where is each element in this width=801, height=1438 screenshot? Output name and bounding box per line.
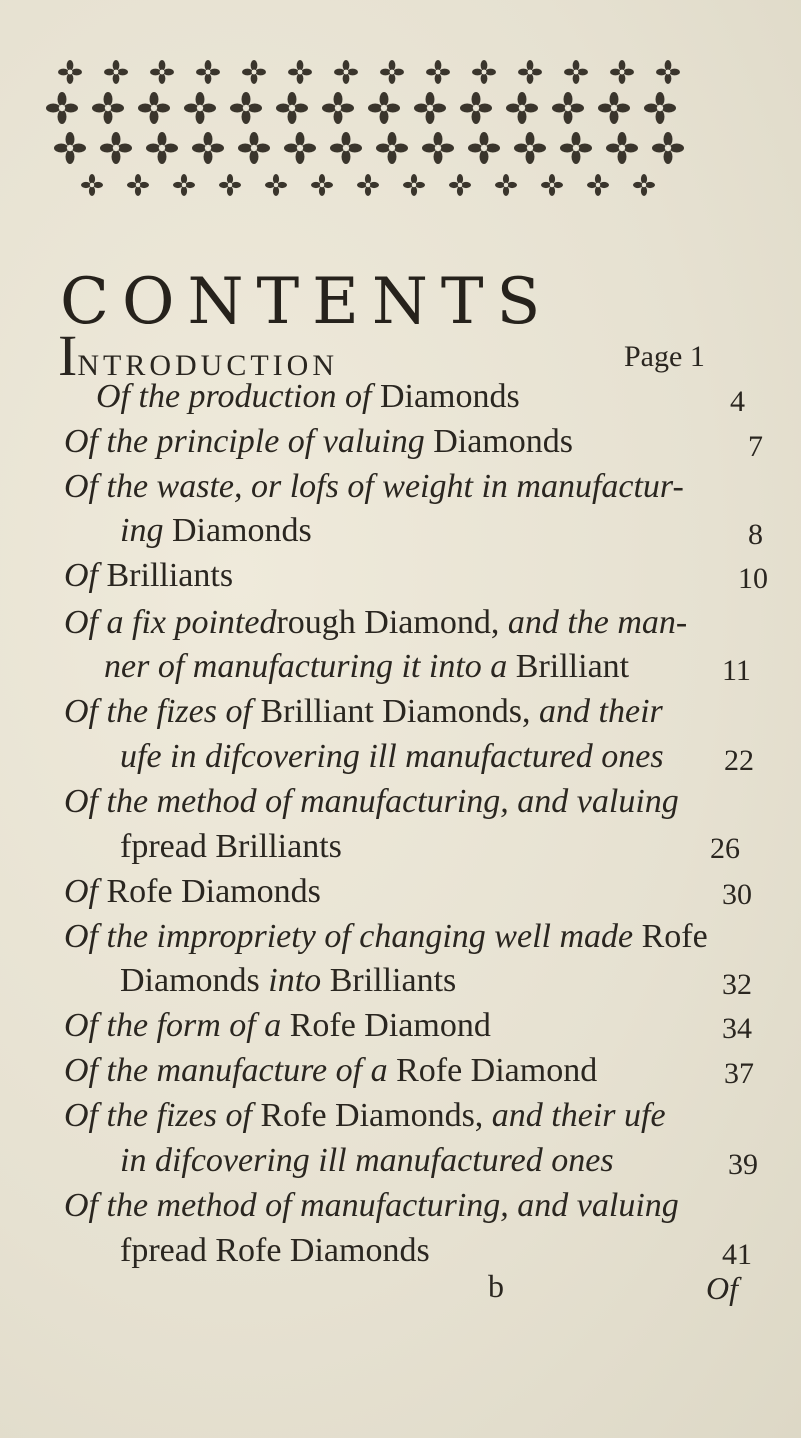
entry-text: the waste, or lofs of weight in manufactur- (106, 468, 684, 505)
page-number: Page 1 (624, 340, 705, 373)
fleuron-icon (506, 92, 538, 124)
fleuron-icon (127, 174, 149, 196)
entry-subject: Brilliants (329, 962, 457, 999)
entry-subject: Rofe Diamond (396, 1052, 598, 1089)
entry-text: the method of manufacturing, and valuing (106, 1187, 679, 1224)
fleuron-icon (460, 92, 492, 124)
entry-text: the impropriety of changing well made (106, 918, 634, 955)
fleuron-icon (100, 132, 132, 164)
page-number: 4 (730, 385, 745, 418)
fleuron-icon (606, 132, 638, 164)
fleuron-icon (652, 132, 684, 164)
entry-subject: Rofe Diamonds (106, 873, 321, 910)
entry-subject: fpread Rofe Diamonds (120, 1232, 430, 1269)
entry-word: Of (64, 783, 98, 820)
fleuron-icon (422, 132, 454, 164)
page-number: 32 (722, 968, 752, 1001)
entry-word: Of (64, 693, 98, 730)
page-number: 37 (724, 1057, 754, 1090)
entry-subject: rough Diamond, (276, 604, 500, 641)
fleuron-icon (92, 92, 124, 124)
fleuron-icon (184, 92, 216, 124)
fleuron-icon (196, 60, 220, 84)
entry-subject: fpread Brilliants (120, 828, 342, 865)
entry-title: NTRODUCTION (77, 349, 338, 382)
entry-subject: Brilliants (106, 557, 234, 594)
entry-text: the manufacture of a (106, 1052, 388, 1089)
page-number: 41 (722, 1238, 752, 1271)
fleuron-icon (564, 60, 588, 84)
entry-text: the principle of valuing (106, 423, 425, 460)
fleuron-icon (173, 174, 195, 196)
fleuron-icon (518, 60, 542, 84)
page-number: 11 (722, 654, 751, 687)
fleuron-icon (150, 60, 174, 84)
fleuron-icon (376, 132, 408, 164)
entry-subject: Rofe Diamonds, (260, 1097, 484, 1134)
fleuron-icon (610, 60, 634, 84)
fleuron-icon (288, 60, 312, 84)
entry-text: the production of (138, 378, 372, 415)
fleuron-icon (58, 60, 82, 84)
entry-text: ner of manufacturing it into a (104, 648, 508, 685)
fleuron-icon (403, 174, 425, 196)
entry-subject: Brilliant Diamonds, (260, 693, 531, 730)
fleuron-icon (104, 60, 128, 84)
entry-word: Of (64, 604, 98, 641)
page-title: CONTENTS (60, 265, 554, 339)
entry-word: Of (64, 468, 98, 505)
entry-word: Of (64, 1007, 98, 1044)
entry-word: Of (64, 423, 98, 460)
entry-word: Of (64, 918, 98, 955)
fleuron-icon (46, 92, 78, 124)
entry-text: and their ufe (491, 1097, 666, 1134)
fleuron-icon (414, 92, 446, 124)
fleuron-icon (146, 132, 178, 164)
fleuron-icon (322, 92, 354, 124)
page-number: 22 (724, 744, 754, 777)
page-number: 7 (748, 430, 763, 463)
entry-word: Of (64, 557, 98, 594)
entry-text: the method of manufacturing, and valuing (106, 783, 679, 820)
fleuron-icon (311, 174, 333, 196)
entry-word: Of (64, 873, 98, 910)
catchword: Of (706, 1270, 738, 1306)
fleuron-icon (284, 132, 316, 164)
entry-word: ing (120, 512, 164, 549)
page-number: 30 (722, 878, 752, 911)
fleuron-icon (330, 132, 362, 164)
entry-text: in difcovering ill manufactured ones (120, 1142, 614, 1179)
entry-text: a fix pointed (106, 604, 277, 641)
fleuron-icon (54, 132, 86, 164)
fleuron-icon (552, 92, 584, 124)
fleuron-icon (472, 60, 496, 84)
entry-text: into (268, 962, 322, 999)
fleuron-icon (495, 174, 517, 196)
page-number: 10 (738, 562, 768, 595)
fleuron-icon (368, 92, 400, 124)
page-number: 26 (710, 832, 740, 865)
fleuron-icon (560, 132, 592, 164)
signature-mark: b (488, 1268, 504, 1304)
fleuron-icon (334, 60, 358, 84)
page-number: 8 (748, 518, 763, 551)
entry-text: and their (539, 693, 663, 730)
entry-subject: Rofe (641, 918, 708, 955)
ornament-row (46, 60, 684, 196)
entry-text: the fizes of (106, 693, 252, 730)
entry-word: Of (64, 1052, 98, 1089)
fleuron-icon (230, 92, 262, 124)
entry-subject: Brilliant (515, 648, 630, 685)
fleuron-icon (265, 174, 287, 196)
drop-cap: I (58, 323, 78, 388)
fleuron-icon (380, 60, 404, 84)
entry-text: the fizes of (106, 1097, 252, 1134)
entry-text: the form of a (106, 1007, 282, 1044)
entry-word: Of (96, 378, 130, 415)
fleuron-icon (219, 174, 241, 196)
printers-ornament (40, 50, 720, 200)
fleuron-icon (468, 132, 500, 164)
fleuron-icon (644, 92, 676, 124)
entry-subject: Diamonds (120, 962, 260, 999)
fleuron-icon (541, 174, 563, 196)
fleuron-icon (276, 92, 308, 124)
entry-subject: Diamonds (379, 378, 520, 415)
fleuron-icon (633, 174, 655, 196)
fleuron-icon (587, 174, 609, 196)
page-number: 34 (722, 1012, 752, 1045)
fleuron-icon (238, 132, 270, 164)
fleuron-icon (514, 132, 546, 164)
fleuron-icon (192, 132, 224, 164)
entry-subject: Diamonds (171, 512, 312, 549)
entry-subject: Diamonds (433, 423, 573, 460)
fleuron-icon (138, 92, 170, 124)
entry-subject: Rofe Diamond (289, 1007, 491, 1044)
page-number: 39 (728, 1148, 758, 1181)
fleuron-icon (357, 174, 379, 196)
entry-word: Of (64, 1187, 98, 1224)
fleuron-icon (242, 60, 266, 84)
fleuron-icon (656, 60, 680, 84)
entry-word: Of (64, 1097, 98, 1134)
fleuron-icon (449, 174, 471, 196)
fleuron-icon (81, 174, 103, 196)
fleuron-icon (598, 92, 630, 124)
entry-text: ufe in difcovering ill manufactured ones (120, 738, 664, 775)
entry-text: and the man- (507, 604, 688, 641)
fleuron-icon (426, 60, 450, 84)
